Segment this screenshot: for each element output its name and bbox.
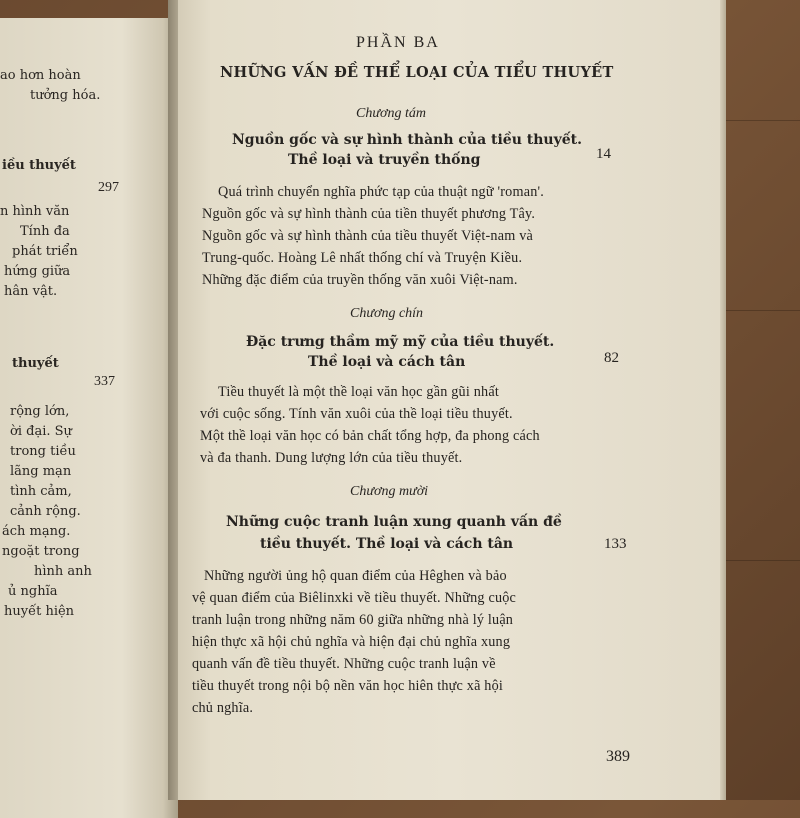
page-edge [720, 0, 726, 800]
left-page [0, 18, 178, 818]
chapter-body-line: tranh luận trong những năm 60 giữa những nhà lý luận [192, 612, 514, 628]
left-page-number: 337 [94, 374, 115, 389]
chapter-body-line: vệ quan điểm của Biêlinxki về tiều thuyết. Những cuộc [192, 590, 517, 606]
left-line: thuyết [12, 356, 59, 371]
right-page [178, 0, 725, 800]
chapter-body-line: Những người ủng hộ quan điểm của Hêghen và bảo [204, 568, 507, 584]
chapter-body-line: Trung-quốc. Hoàng Lê nhất thống chí và Truyện Kiều. [202, 250, 523, 266]
chapter-heading: Thề loại và cách tân [308, 354, 466, 370]
left-line: n hình văn [0, 204, 70, 219]
chapter-heading: tiều thuyết. Thề loại và cách tân [260, 536, 514, 552]
chapter-label: Chương chín [350, 306, 424, 321]
left-line: iều thuyết [2, 158, 76, 173]
chapter-page-number: 133 [604, 536, 627, 552]
left-page-number: 297 [98, 180, 119, 195]
left-line: hân vật. [4, 284, 58, 299]
chapter-body-line: Những đặc điểm của truyền thống văn xuôi Việt-nam. [202, 272, 518, 288]
chapter-body-line: với cuộc sống. Tính văn xuôi của thề loại tiều thuyết. [200, 406, 513, 422]
left-line: ao hơn hoàn [0, 68, 81, 83]
chapter-body-line: tiều thuyết trong nội bộ nền văn học hiên thực xã hội [192, 678, 504, 694]
left-line: ủ nghĩa [8, 584, 58, 599]
chapter-label: Chương mười [350, 484, 429, 499]
chapter-body-line: và đa thanh. Dung lượng lớn của tiều thuyết. [200, 450, 463, 466]
chapter-body-line: Tiều thuyết là một thề loại văn học gần gũi nhất [218, 384, 499, 400]
chapter-body-line: chủ nghĩa. [192, 700, 254, 716]
left-line: tình cảm, [10, 484, 72, 499]
chapter-body-line: Quá trình chuyển nghĩa phức tạp của thuật ngữ 'roman'. [218, 184, 544, 200]
chapter-body-line: quanh vấn đề tiều thuyết. Những cuộc tranh luận về [192, 656, 496, 672]
chapter-body-line: Một thề loại văn học có bản chất tổng hợp, đa phong cách [200, 428, 540, 444]
left-line: lãng mạn [10, 464, 72, 479]
chapter-body-line: Nguồn gốc và sự hình thành của tiều thuyết Việt-nam và [202, 228, 534, 244]
left-line: hình anh [34, 564, 92, 579]
left-line: trong tiều [10, 444, 76, 459]
left-line: cảnh rộng. [10, 504, 81, 519]
left-line: ời đại. Sự [10, 424, 72, 439]
chapter-page-number: 14 [596, 146, 611, 162]
chapter-body-line: Nguồn gốc và sự hình thành của tiền thuyết phương Tây. [202, 206, 536, 222]
left-line: Tính đa [20, 224, 70, 239]
left-line: hứng giữa [4, 264, 71, 279]
chapter-heading: Nguồn gốc và sự hình thành của tiều thuyết. [232, 132, 582, 148]
chapter-label: Chương tám [356, 106, 426, 121]
chapter-body-line: hiện thực xã hội chủ nghĩa và hiện đại chủ nghĩa xung [192, 634, 511, 650]
chapter-heading: Đặc trưng thầm mỹ mỹ của tiều thuyết. [246, 334, 555, 350]
left-line: phát triển [12, 244, 78, 259]
left-line: rộng lớn, [10, 404, 70, 419]
chapter-heading: Thề loại và truyền thống [288, 152, 481, 168]
left-line: ngoặt trong [2, 544, 80, 559]
chapter-page-number: 82 [604, 350, 619, 366]
part-label: PHẦN BA [356, 34, 440, 51]
left-line: huyết hiện [4, 604, 75, 619]
chapter-heading: Những cuộc tranh luận xung quanh vấn đề [226, 514, 562, 530]
page-number: 389 [606, 748, 630, 765]
left-line: tưởng hóa. [30, 88, 101, 103]
left-line: ách mạng. [2, 524, 71, 539]
part-title: NHỮNG VẤN ĐỀ THỂ LOẠI CỦA TIỂU THUYẾT [220, 64, 614, 81]
